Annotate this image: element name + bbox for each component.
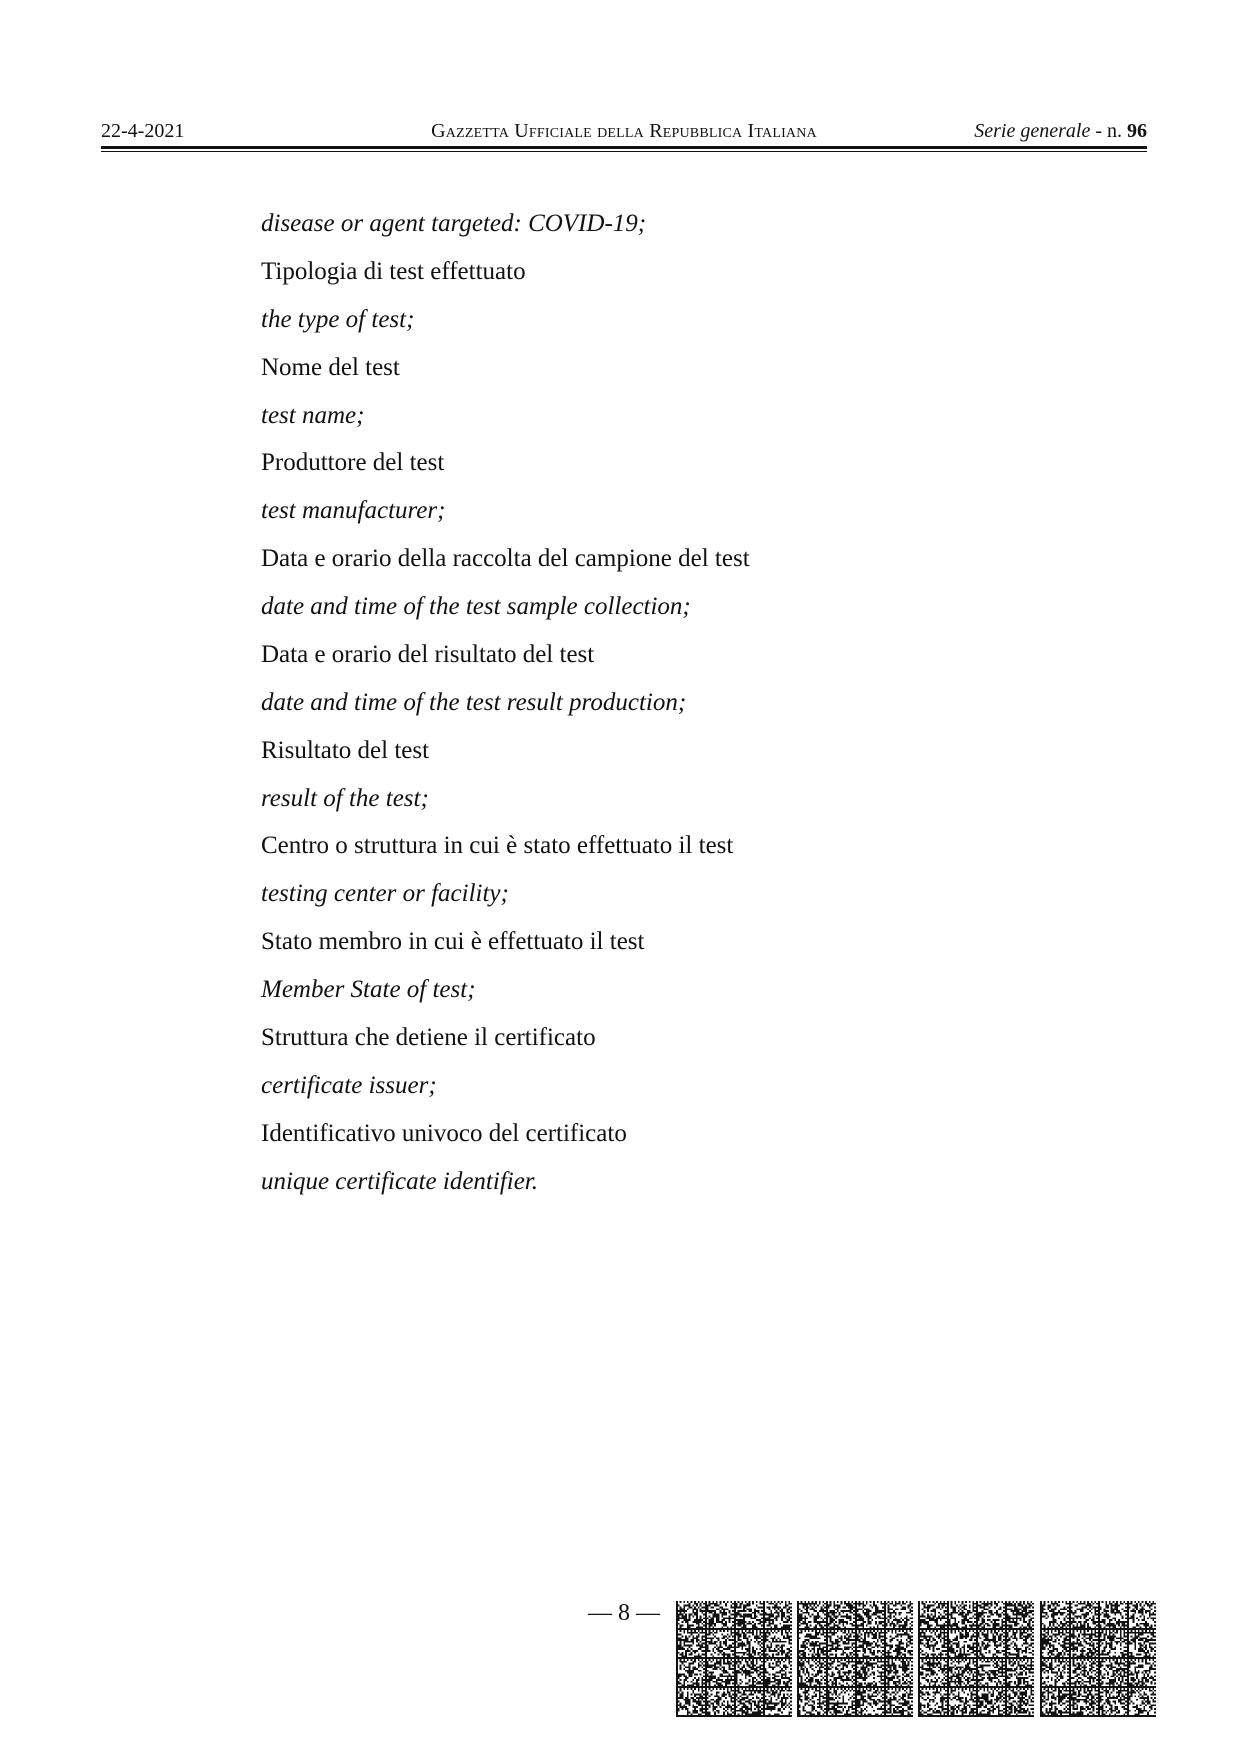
- field-label: Centro o struttura in cui è stato effettuato il test: [261, 832, 734, 860]
- field-translation: disease or agent targeted: COVID-19;: [261, 210, 647, 237]
- field-label: Risultato del test: [261, 736, 430, 764]
- field-label: Identificativo univoco del certificato: [261, 1119, 627, 1147]
- field-translation: unique certificate identifier.: [261, 1167, 539, 1195]
- field-translation: the type of test;: [261, 305, 415, 333]
- field-translation: test manufacturer;: [261, 497, 446, 525]
- field-label: Produttore del test: [261, 449, 445, 477]
- field-translation: date and time of the test sample collection;: [261, 593, 691, 620]
- datamatrix-modules: [1040, 1601, 1156, 1717]
- series-name: Serie generale: [974, 120, 1091, 142]
- field-label: Tipologia di test effettuato: [261, 257, 526, 285]
- field-translation: testing center or facility;: [261, 880, 509, 908]
- field-translation: certificate issuer;: [261, 1071, 437, 1099]
- issue-number-prefix: - n.: [1095, 120, 1122, 142]
- datamatrix-code: [918, 1601, 1034, 1717]
- field-translation: Member State of test;: [261, 976, 476, 1003]
- field-label: Data e orario della raccolta del campione del test: [261, 545, 750, 573]
- field-label: Struttura che detiene il certificato: [261, 1023, 596, 1051]
- header-rule: [101, 146, 1147, 152]
- field-label: Stato membro in cui è effettuato il test: [261, 928, 645, 956]
- page-number: — 8 —: [588, 1600, 660, 1626]
- issue-number: 96: [1127, 120, 1147, 142]
- datamatrix-code: [676, 1601, 792, 1717]
- series-label: [974, 119, 1147, 143]
- datamatrix-modules: [918, 1601, 1034, 1717]
- datamatrix-modules: [797, 1601, 913, 1717]
- field-label: Data e orario del risultato del test: [261, 640, 595, 668]
- gazette-title: Gazzetta Ufficiale della Repubblica Italiana: [431, 120, 817, 142]
- datamatrix-modules: [676, 1601, 792, 1717]
- issue-date: 22-4-2021: [101, 120, 185, 142]
- field-list: [261, 200, 750, 1205]
- field-translation: test name;: [261, 401, 365, 429]
- field-translation: date and time of the test result production;: [261, 688, 687, 716]
- field-label: Nome del test: [261, 353, 400, 381]
- field-translation: result of the test;: [261, 784, 429, 812]
- datamatrix-code: [797, 1601, 913, 1717]
- datamatrix-code: [1040, 1601, 1156, 1717]
